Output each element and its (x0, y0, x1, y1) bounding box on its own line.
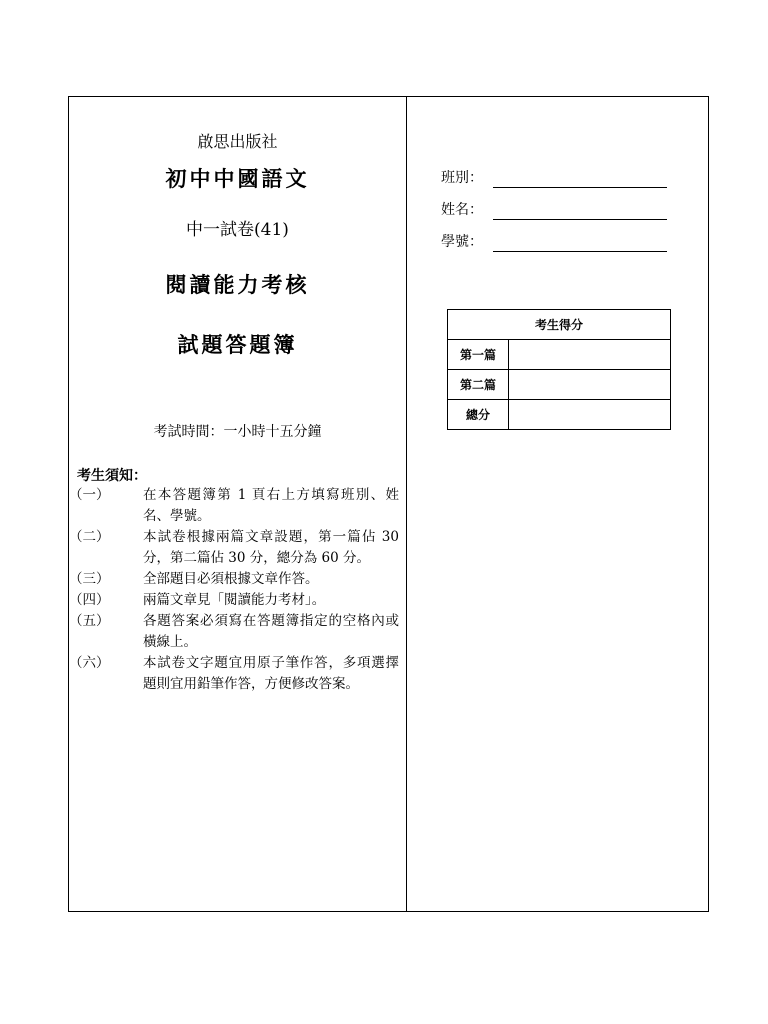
subject-title: 初中中國語文 (165, 166, 310, 191)
instruction-number: （四） (69, 592, 110, 608)
cover-right-panel (407, 97, 708, 911)
class-label: 班別： (441, 170, 483, 186)
instruction-number: （三） (69, 571, 110, 587)
score-table (447, 309, 671, 430)
instruction-text: 本試卷根據兩篇文章設題，第一篇佔 30 分，第二篇佔 30 分，總分為 60 分。 (143, 529, 399, 566)
booklet-title: 試題答題簿 (177, 332, 298, 357)
assessment-title: 閱讀能力考核 (165, 272, 310, 297)
instruction-number: （一） (69, 487, 110, 503)
score-row-label: 第二篇 (448, 370, 509, 400)
instruction-item (69, 485, 406, 527)
instruction-item (69, 611, 406, 653)
instruction-number: （六） (69, 655, 110, 671)
publisher-name: 啟思出版社 (197, 132, 278, 151)
score-cell[interactable] (509, 370, 671, 400)
class-answer-line[interactable] (493, 187, 667, 188)
score-row-label: 總分 (448, 400, 509, 430)
instruction-item (69, 527, 406, 569)
student-number-label: 學號： (441, 234, 483, 250)
instruction-item (69, 569, 406, 590)
score-cell[interactable] (509, 400, 671, 430)
student-number-answer-line[interactable] (493, 251, 667, 252)
paper-number: 中一試卷(41) (186, 220, 289, 240)
instruction-number: （五） (69, 613, 110, 629)
score-cell[interactable] (509, 340, 671, 370)
instructions-title: 考生須知： (77, 468, 147, 484)
name-answer-line[interactable] (493, 219, 667, 220)
instruction-text: 各題答案必須寫在答題簿指定的空格內或橫線上。 (143, 613, 399, 650)
name-label: 姓名： (441, 202, 483, 218)
instruction-text: 本試卷文字題宜用原子筆作答，多項選擇題則宜用鉛筆作答，方便修改答案。 (143, 655, 399, 692)
instructions-list (69, 485, 406, 695)
score-row-label: 第一篇 (448, 340, 509, 370)
instruction-text: 在本答題簿第 1 頁右上方填寫班別、姓名、學號。 (143, 487, 399, 524)
cover-frame (68, 96, 709, 912)
instruction-text: 兩篇文章見「閱讀能力考材」。 (143, 592, 326, 608)
cover-left-panel (69, 97, 406, 911)
instruction-text: 全部題目必須根據文章作答。 (143, 571, 319, 587)
instruction-number: （二） (69, 529, 110, 545)
exam-duration: 考試時間：一小時十五分鐘 (153, 424, 322, 440)
instruction-item (69, 653, 406, 695)
instruction-item (69, 590, 406, 611)
score-table-title: 考生得分 (448, 310, 671, 340)
